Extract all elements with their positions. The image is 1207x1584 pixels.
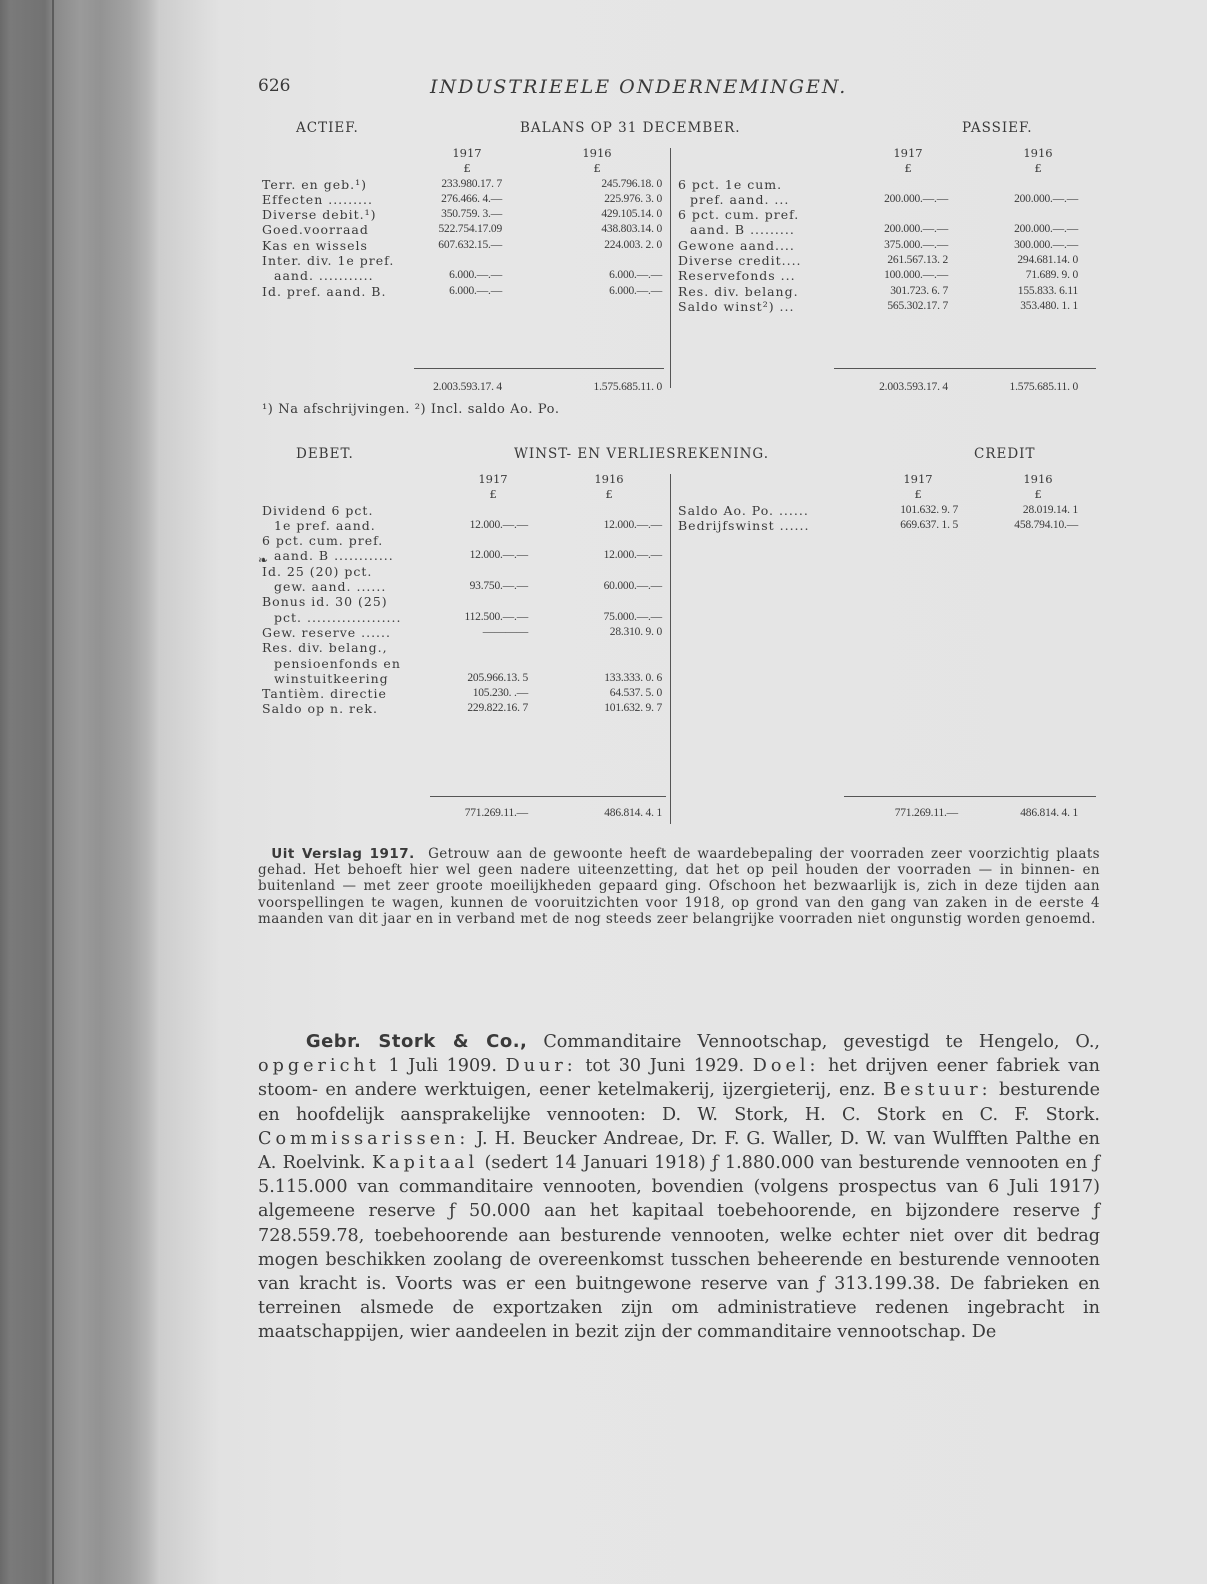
table-row (262, 671, 662, 686)
table-row (262, 192, 662, 207)
value-1916: 71.689. 9. 0 (1025, 269, 1078, 282)
table-row (262, 548, 662, 563)
value-1916: 12.000.—.— (603, 518, 662, 531)
annual-report-excerpt (258, 846, 1100, 927)
value-1917: 200.000.—.— (884, 223, 948, 236)
value-1916: 101.632. 9. 7 (604, 702, 662, 715)
row-label: 6 pct. cum. pref. (678, 207, 800, 223)
credit-total-1916: 486.814. 4. 1 (1020, 807, 1078, 819)
value-1916: 429.105.14. 0 (601, 208, 662, 221)
row-label: pct. ................... (274, 609, 402, 625)
value-1917: 205.966.13. 5 (467, 671, 528, 684)
value-1916: 6.000.—.— (609, 269, 662, 282)
table-row (262, 284, 662, 299)
value-1916: 353.480. 1. 1 (1020, 299, 1078, 312)
value-1917: 6.000.—.— (449, 269, 502, 282)
assets-table: 1917 1916 £ £ Terr. en geb.¹) 233.980.17. 7 245.796.18. 0 Effecten ......... 276.466. 4.— 225.976. 3. 0 Diverse debit.¹) 350.759. 3.— 429.105.14. 0 Goed.voorraad 522.754.17.09 438.803.14. 0 Kas en wissels 607.632.15.— 224.003. 2. 0 Inter. div. 1e pref. aand. ........... 6.000.—.— 6.000.—.— Id. pref. aand. B. 6.000.—.— 6.000.—.— (262, 146, 662, 299)
company-name: Gebr. Stork & Co., (305, 1031, 528, 1052)
running-title: INDUSTRIEELE ONDERNEMINGEN. (430, 76, 848, 98)
keyword-bestuur: Bestuur: (883, 1080, 992, 1101)
value-1917: 276.466. 4.— (441, 192, 502, 205)
value-1916: 75.000.—.— (603, 610, 662, 623)
value-1916: 12.000.—.— (603, 549, 662, 562)
pl-headings (262, 446, 1100, 468)
table-row (262, 625, 662, 640)
table-row (678, 177, 1098, 192)
row-label: Gew. reserve ...... (262, 624, 391, 640)
value-1916: 133.333. 0. 6 (604, 671, 662, 684)
value-1916: 60.000.—.— (603, 580, 662, 593)
table-row (678, 192, 1098, 207)
value-1917: 12.000.—.— (469, 518, 528, 531)
row-label: Saldo winst²) ... (678, 298, 795, 314)
value-1916: 245.796.18. 0 (601, 177, 662, 190)
table-row (678, 284, 1098, 299)
value-1916: 64.537. 5. 0 (609, 687, 662, 700)
value-1916: 155.833. 6.11 (1017, 284, 1078, 297)
value-1917: 375.000.—.— (884, 238, 948, 251)
debit-table: 1917 1916 £ £ Dividend 6 pct. 1e pref. aand. 12.000.—.— 12.000.—.— 6 pct. cum. pref. aand. B ............ 12.000.—.— 12.000.—.— Id. 25 (20) pct. gew. aand. ...... 93.750.—.— 60.000.—.— Bonus id. 30 (25) pct. ................... 112.500.—.— 75.000.—.— Gew. reserve ...... ———— 28.310. 9. 0 Res. div. belang., pensioenfonds en winstuitkeering 205.966.13. 5 133.333. 0. 6 Tantièm. directie 105.230. .— 64.537. 5. 0 Saldo op n. rek. 229.822.16. 7 101.632. 9. 7 (262, 472, 662, 717)
table-row (262, 686, 662, 701)
debet-heading: DEBET. (296, 446, 354, 462)
row-label: Dividend 6 pct. (262, 502, 374, 518)
row-label: aand. B ............ (274, 548, 394, 564)
value-1917: 565.302.17. 7 (887, 299, 948, 312)
table-row (262, 579, 662, 594)
value-1916: 438.803.14. 0 (601, 223, 662, 236)
value-1917: 6.000.—.— (449, 284, 502, 297)
assets-total-rule (414, 368, 664, 369)
value-1916: 28.019.14. 1 (1022, 503, 1078, 516)
value-1917: 93.750.—.— (469, 580, 528, 593)
keyword-opgericht: opgericht (258, 1056, 380, 1077)
actief-heading: ACTIEF. (296, 120, 359, 136)
value-1916: 225.976. 3. 0 (604, 192, 662, 205)
value-1916: 6.000.—.— (609, 284, 662, 297)
value-1917: 200.000.—.— (884, 192, 948, 205)
liabilities-total-1917: 2.003.593.17. 4 (879, 381, 948, 393)
table-row (678, 253, 1098, 268)
keyword-doel: Doel: (752, 1056, 820, 1077)
value-1916: 224.003. 2. 0 (604, 238, 662, 251)
assets-total-1916: 1.575.685.11. 0 (593, 381, 662, 393)
row-label: Reservefonds ... (678, 268, 796, 284)
table-row (262, 656, 662, 671)
liabilities-total-rule (834, 368, 1096, 369)
table-row (262, 268, 662, 283)
row-label: aand. B ......... (690, 222, 795, 238)
balance-footnote: ¹) Na afschrijvingen. ²) Incl. saldo Ao. Po. (262, 402, 560, 417)
row-label: Tantièm. directie (262, 686, 387, 702)
table-row (262, 701, 662, 716)
row-label: Goed.voorraad (262, 222, 369, 238)
row-label: Id. pref. aand. B. (262, 283, 387, 299)
table-row (262, 564, 662, 579)
table-row (678, 518, 1098, 533)
value-1917: 607.632.15.— (438, 238, 502, 251)
value-1917: 669.637. 1. 5 (900, 518, 958, 531)
table-row (262, 253, 662, 268)
debit-total-rule (430, 796, 666, 797)
value-1917: 522.754.17.09 (438, 223, 502, 236)
row-label: Bonus id. 30 (25) (262, 594, 388, 610)
value-1916: 200.000.—.— (1014, 192, 1078, 205)
value-1917: 12.000.—.— (469, 549, 528, 562)
table-row (262, 533, 662, 548)
margin-mark: ❧ (258, 553, 269, 567)
report-body: Getrouw aan de gewoonte heeft de waardebepaling der voorraden zeer voorzichtig plaats gehad. Het behoeft hier wel geen nadere uiteenzetting, dat het op peil houden der voorraden — in binnen- en buitenland — met zeer groote moeilijkheden gepaard ging. Ofschoon het bezwaarlijk is, zich in deze tijden aan voorspellingen te wagen, kunnen de vooruitzichten voor 1918, op grond van den gang van zaken in de eerste 4 maanden van dit jaar en in verband met de nog steeds zeer belangrijke voorraden niet ongunstig worden genoemd. (258, 846, 1101, 927)
value-1916: 200.000.—.— (1014, 223, 1078, 236)
keyword-commissarissen: Commissarissen: (258, 1128, 470, 1149)
row-label: pref. aand. ... (690, 191, 790, 207)
table-row (262, 177, 662, 192)
debit-total-1917: 771.269.11.— (464, 807, 528, 819)
report-lead: Uit Verslag 1917. (271, 846, 415, 862)
liabilities-table: 1917 1916 £ £ 6 pct. 1e cum. pref. aand. ... 200.000.—.— 200.000.—.— 6 pct. cum. pref. aand. B ......... 200.000.—.— 200.000.—.— Gewone aand.... 375.000.—.— 300.000.—.— Diverse credit.... 261.567.13. 2 294.681.14. 0 Reservefonds ... 100.000.—.— 71.689. 9. 0 Res. div. belang. 301.723. 6. 7 155.833. 6.11 Saldo winst²) ... 565.302.17. 7 353.480. 1. 1 (678, 146, 1098, 314)
pl-title: WINST- EN VERLIESREKENING. (514, 446, 770, 462)
row-label: Kas en wissels (262, 237, 368, 253)
row-label: Bedrijfswinst ...... (678, 517, 810, 533)
running-head (258, 76, 1098, 100)
value-1917: 101.632. 9. 7 (900, 503, 958, 516)
value-1917: 105.230. .— (472, 687, 528, 700)
row-label: Id. 25 (20) pct. (262, 563, 373, 579)
pl-divider (670, 474, 671, 824)
page-number: 626 (258, 76, 291, 96)
balance-headings (262, 120, 1100, 142)
company-entry: Gebr. Stork & Co., Commanditaire Vennootschap, gevestigd te Hengelo, O., opgericht 1 Juli 1909. Duur: tot 30 Juni 1929. Doel: het drijven eener fabriek van stoom- en andere werktuigen, eener ketelmakerij, ijzergieterij, enz. Bestuur: besturende en hoofdelijk aansprakelijke vennooten: D. W. Stork, H. C. Stork en C. F. Stork. Commissarissen: J. H. Beucker Andreae, Dr. F. G. Waller, D. W. van Wulfften Palthe en A. Roelvink. Kapitaal (sedert 14 Januari 1918) ƒ 1.880.000 van besturende vennooten en ƒ 5.115.000 van commanditaire vennooten, bovendien (volgens prospectus van 6 Juli 1917) algemeene reserve ƒ 50.000 aan het kapitaal toebehoorende, en bijzondere reserve ƒ 728.559.78, toebehoorende aan besturende vennooten, welke echter niet over dit bedrag mogen beschikken zoolang de overeenkomst tusschen beheerende en besturende vennooten van kracht is. Voorts was er een buitngewone reserve van ƒ 313.199.38. De fabrieken en terreinen alsmede de exportzaken zijn om administratieve redenen ingebracht in maatschappijen, wier aandeelen in bezit zijn der commanditaire vennootschap. De (258, 1031, 1101, 1343)
value-1916: 28.310. 9. 0 (609, 625, 662, 638)
table-row (678, 299, 1098, 314)
table-row (262, 518, 662, 533)
table-row (262, 222, 662, 237)
credit-table: 1917 1916 £ £ Saldo Ao. Po. ...... 101.632. 9. 7 28.019.14. 1 Bedrijfswinst ...... 669.637. 1. 5 458.794.10.— (678, 472, 1098, 533)
value-1917: 350.759. 3.— (441, 208, 502, 221)
value-1917: 229.822.16. 7 (467, 702, 528, 715)
credit-total-rule (844, 796, 1096, 797)
row-label: Res. div. belang., (262, 640, 388, 656)
value-1917: ———— (482, 625, 528, 638)
row-label: Gewone aand.... (678, 237, 795, 253)
table-row (678, 503, 1098, 518)
value-1916: 294.681.14. 0 (1017, 254, 1078, 267)
value-1917: 112.500.—.— (464, 610, 528, 623)
balance-divider (670, 148, 671, 388)
value-1917: 100.000.—.— (884, 269, 948, 282)
credit-total-1917: 771.269.11.— (894, 807, 958, 819)
balance-sheet (262, 120, 1100, 417)
row-label: 6 pct. 1e cum. (678, 176, 783, 192)
book-binding (0, 0, 160, 1584)
row-label: 6 pct. cum. pref. (262, 533, 384, 549)
row-label: winstuitkeering (274, 670, 389, 686)
table-row (262, 207, 662, 222)
row-label: Terr. en geb.¹) (262, 176, 367, 192)
balance-title: BALANS OP 31 DECEMBER. (520, 120, 741, 136)
table-row (678, 238, 1098, 253)
row-label: Effecten ......... (262, 191, 373, 207)
assets-total-1917: 2.003.593.17. 4 (433, 381, 502, 393)
row-label: Res. div. belang. (678, 283, 799, 299)
value-1917: 301.723. 6. 7 (890, 284, 948, 297)
row-label: 1e pref. aand. (274, 517, 376, 533)
table-row (262, 503, 662, 518)
value-1917: 261.567.13. 2 (887, 254, 948, 267)
row-label: Saldo Ao. Po. ...... (678, 502, 809, 518)
row-label: Diverse credit.... (678, 253, 802, 269)
credit-heading: CREDIT (974, 446, 1036, 462)
passief-heading: PASSIEF. (962, 120, 1033, 136)
row-label: aand. ........... (274, 268, 374, 284)
table-row (678, 207, 1098, 222)
balance-totals (262, 380, 1100, 395)
liabilities-total-1916: 1.575.685.11. 0 (1009, 381, 1078, 393)
pl-totals (262, 806, 1100, 821)
row-label: Saldo op n. rek. (262, 701, 378, 717)
table-row (262, 640, 662, 655)
table-row (262, 594, 662, 609)
table-row (678, 222, 1098, 237)
value-1916: 300.000.—.— (1014, 238, 1078, 251)
debit-total-1916: 486.814. 4. 1 (604, 807, 662, 819)
profit-loss-account (262, 446, 1100, 819)
value-1916: 458.794.10.— (1014, 518, 1078, 531)
row-label: Inter. div. 1e pref. (262, 253, 395, 269)
row-label: Diverse debit.¹) (262, 207, 377, 223)
table-row (262, 238, 662, 253)
table-row (262, 610, 662, 625)
keyword-duur: Duur: (505, 1056, 577, 1077)
row-label: gew. aand. ...... (274, 579, 387, 595)
keyword-kapitaal: Kapitaal (371, 1153, 479, 1174)
row-label: pensioenfonds en (274, 655, 401, 671)
table-row (678, 268, 1098, 283)
value-1917: 233.980.17. 7 (441, 177, 502, 190)
